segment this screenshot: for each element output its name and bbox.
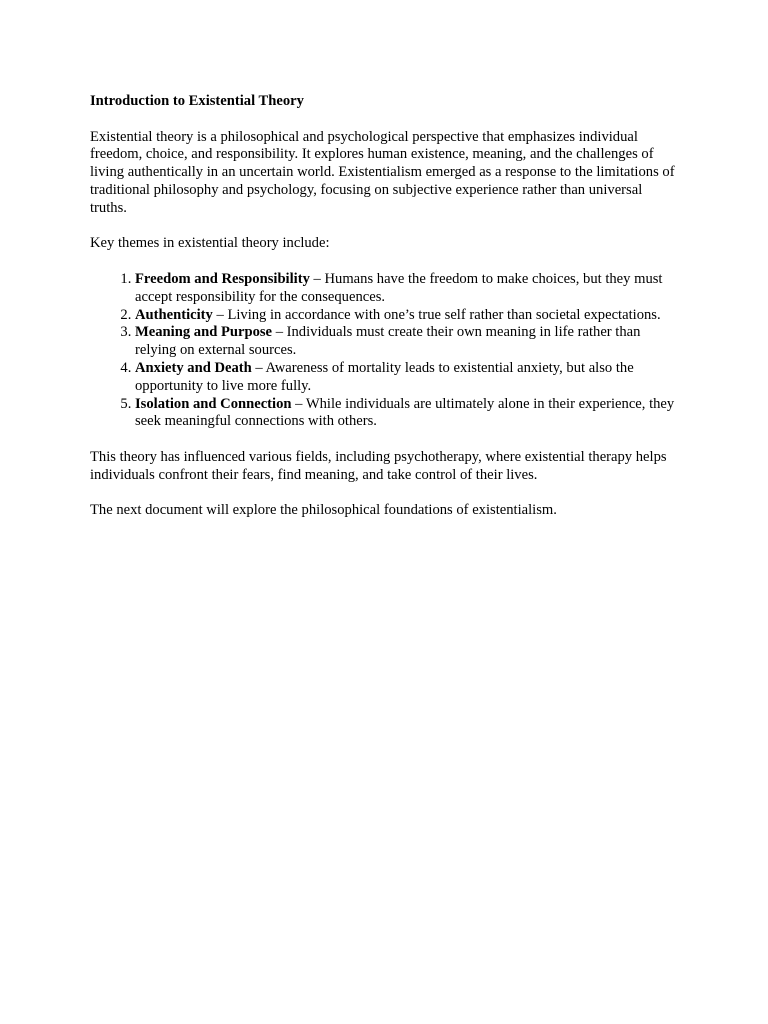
themes-lead-paragraph: Key themes in existential theory include: — [90, 235, 330, 252]
document-title: Introduction to Existential Theory — [90, 93, 304, 109]
theme-term: Anxiety and Death — [135, 359, 252, 376]
list-item — [135, 324, 682, 360]
influence-paragraph: This theory has influenced various fields, including psychotherapy, where existential therapy helps individuals confront their fears, find meaning, and take control of their lives. — [90, 448, 667, 483]
list-item — [135, 360, 682, 396]
theme-term: Isolation and Connection — [135, 395, 292, 412]
theme-description: – Humans have the freedom to make choices, but they must accept responsibility for the consequences. — [135, 270, 663, 305]
theme-description: – Living in accordance with one’s true self rather than societal expectations. — [212, 306, 661, 323]
list-item — [135, 396, 682, 432]
theme-description: – While individuals are ultimately alone in their experience, they seek meaningful connections with others. — [135, 395, 675, 430]
theme-term: Authenticity — [135, 306, 213, 323]
list-item — [135, 271, 682, 307]
intro-paragraph: Existential theory is a philosophical and psychological perspective that emphasizes individual freedom, choice, and responsibility. It explores human existence, meaning, and the challenges of living authentically in an uncertain world. Existentialism emerged as a response to the limitations of traditional philosophy and psychology, focusing on subjective experience rather than universal truths. — [90, 128, 675, 216]
theme-description: – Awareness of mortality leads to existential anxiety, but also the opportunity to live more fully. — [135, 359, 634, 394]
closing-paragraph: The next document will explore the philosophical foundations of existentialism. — [90, 502, 557, 519]
list-item — [135, 307, 682, 325]
theme-term: Meaning and Purpose — [135, 324, 273, 341]
document-page — [90, 93, 682, 538]
theme-description: – Individuals must create their own meaning in life rather than relying on external sources. — [135, 324, 641, 359]
themes-list — [90, 271, 682, 431]
theme-term: Freedom and Responsibility — [135, 270, 310, 287]
